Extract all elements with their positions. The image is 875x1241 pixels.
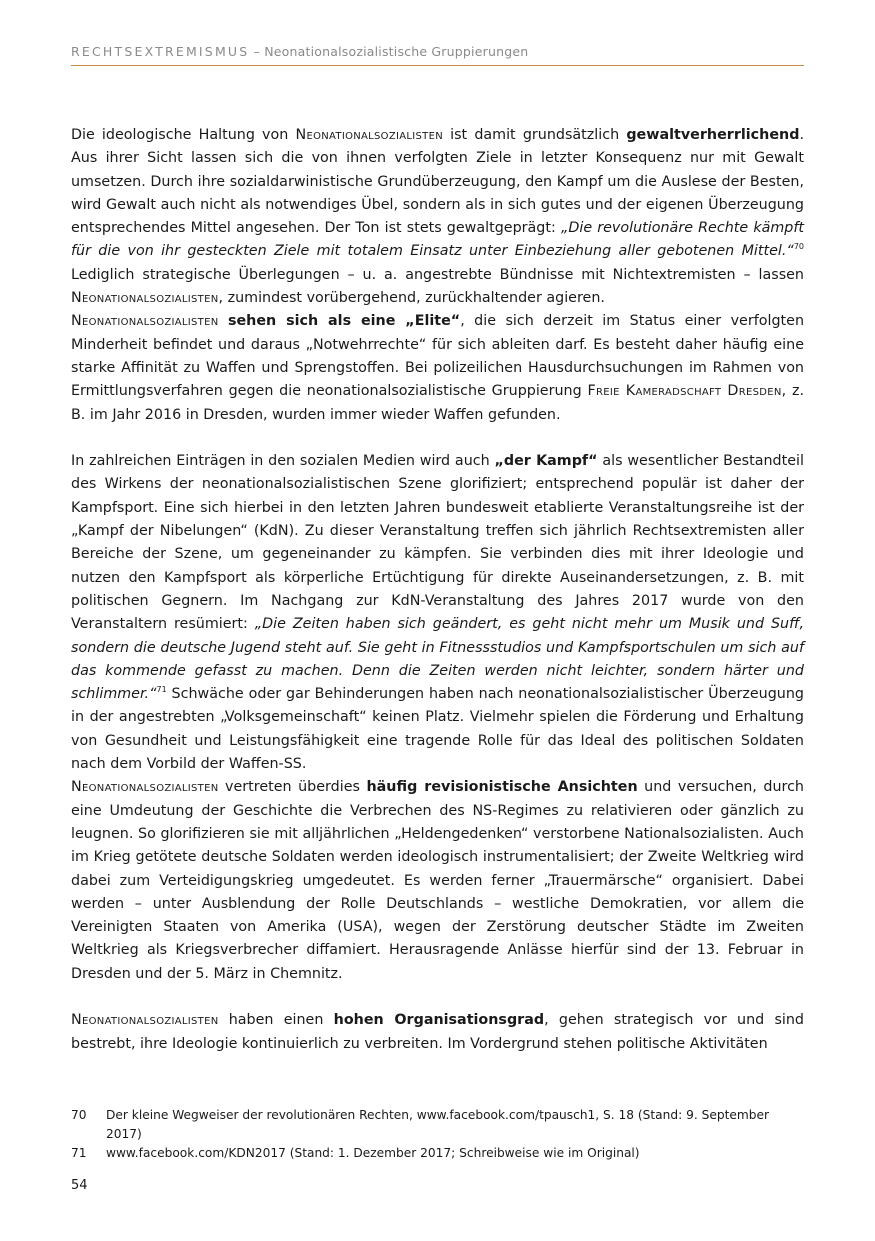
- text-run: In zahlreichen Einträgen in den sozialen Medien wird auch: [71, 453, 495, 470]
- small-caps-term: Neonationalsozialisten: [71, 1012, 219, 1029]
- small-caps-term: Neonationalsozialisten: [71, 290, 219, 307]
- text-run: , die sich derzeit im Status einer verfolgten Minderheit befindet und daraus „Notwehrrechte“ für sich ableiten darf. Es besteht daher häufig eine starke Affinität zu Waffen und Sprengstoffen. Bei polizeilichen Hausdurchsuchungen im Rahmen von Ermittlungsverfahren gegen die neonationalsozialistische Gruppierung: [71, 313, 805, 400]
- text-run: Die ideologische Haltung von: [71, 127, 296, 143]
- bold-term: „der Kampf“: [494, 453, 598, 470]
- small-caps-term: Neonationalsozialisten: [295, 127, 443, 143]
- text-run: vertreten überdies: [218, 779, 367, 796]
- paragraph-5: [71, 1009, 804, 1056]
- footnote-text: www.facebook.com/KDN2017 (Stand: 1. Dezember 2017; Schreibweise wie im Original): [106, 1146, 640, 1160]
- footnotes: [71, 1106, 804, 1163]
- small-caps-term: Freie Kameradschaft Dresden: [587, 383, 782, 400]
- footnote-ref: 71: [156, 685, 167, 695]
- text-run: ist damit grundsätzlich: [442, 127, 627, 143]
- text-run: . Aus ihrer Sicht lassen sich die von ihnen verfolgten Ziele in letzter Konsequenz nur mit Gewalt umsetzen. Durch ihre sozialdarwinistische Grundüberzeugung, den Kampf um die Auslese der Besten, wird Gewalt auch nicht als notwendiges Übel, sondern als in sich gutes und der eigenen Überzeugung entsprechendes Mittel angesehen. Der Ton ist stets gewaltgeprägt:: [71, 127, 804, 237]
- bold-term: häufig revisionistische Ansichten: [366, 779, 638, 796]
- bold-term: gewaltverherrlichend: [626, 127, 800, 143]
- header-subtitle: – Neonationalsozialistische Gruppierungen: [249, 44, 529, 59]
- bold-term: sehen sich als eine „Elite“: [227, 313, 461, 330]
- small-caps-term: Neonationalsozialisten: [71, 313, 219, 330]
- text-run: Schwäche oder gar Behinderungen haben nach neonationalsozialistischer Überzeugung in der angestrebten „Volksgemeinschaft“ keinen Platz. Vielmehr spielen die Förderung und Erhaltung von Gesundheit und Leistungsfähigkeit eine tragende Rolle für das Ideal des politischen Soldaten nach dem Vorbild der Waffen-SS.: [71, 686, 804, 773]
- footnote-ref: 70: [793, 242, 804, 252]
- paragraph-3: [71, 450, 804, 776]
- text-run: , zumindest vorübergehend, zurückhaltender agieren.: [218, 290, 605, 307]
- text-run: als wesentlicher Bestandteil des Wirkens der neonationalsozialistischen Szene glorifiziert; entsprechend populär ist daher der Kampfsport. Eine sich hierbei in den letzten Jahren bundesweit etablierte Veranstaltungsreihe ist der „Kampf der Nibelungen“ (KdN). Zu dieser Veranstaltung treffen sich jährlich Rechtsextremisten aller Bereiche der Szene, um gegeneinander zu kämpfen. Sie verbinden dies mit ihrer Ideologie und nutzen den Kampfsport als körperliche Ertüchtigung für direkte Auseinandersetzungen, z. B. mit politischen Gegnern. Im Nachgang zur KdN-Veranstaltung des Jahres 2017 wurde von den Veranstaltern resümiert:: [71, 453, 804, 633]
- footnote: [71, 1106, 804, 1144]
- running-header: [71, 44, 804, 59]
- header-rule: [71, 65, 804, 66]
- header-section: RECHTSEXTREMISMUS: [71, 44, 250, 59]
- footnote-text: Der kleine Wegweiser der revolutionären Rechten, www.facebook.com/tpausch1, S. 18 (Stand: 9. September 2017): [106, 1108, 769, 1141]
- bold-term: hohen Organisationsgrad: [333, 1012, 545, 1029]
- footnote: [71, 1144, 804, 1163]
- text-run: [219, 313, 228, 329]
- footnote-number: 71: [71, 1146, 87, 1160]
- text-run: Lediglich strategische Überlegungen – u. a. angestrebte Bündnisse mit Nichtextremisten – lassen: [71, 266, 804, 283]
- paragraph-4: [71, 776, 804, 986]
- text-run: , z. B. im Jahr 2016 in Dresden, wurden immer wieder Waffen gefunden.: [71, 383, 804, 423]
- text-run: , gehen strategisch vor und sind bestrebt, ihre Ideologie kontinuierlich zu verbreiten. Im Vordergrund stehen politische Aktivitäten: [71, 1012, 804, 1052]
- quote: „Die Zeiten haben sich geändert, es geht nicht mehr um Musik und Suff, sondern die deutsche Jugend steht auf. Sie geht in Fitnessstudios und Kampfsportschulen um sich auf das kommende gefasst zu machen. Denn die Zeiten werden nicht leichter, sondern härter und schlimmer.“: [71, 616, 804, 703]
- text-run: und versuchen, durch eine Umdeutung der Geschichte die Verbrechen des NS-Regimes zu relativieren oder gänzlich zu leugnen. So glorifizieren sie mit alljährlichen „Heldengedenken“ verstorbene Nationalsozialisten. Auch im Krieg getötete deutsche Soldaten werden ideologisch instrumentalisiert; der Zweite Weltkrieg wird dabei zum Verteidigungskrieg umgedeutet. Es werden ferner „Trauermärsche“ organisiert. Dabei werden – unter Ausblendung der Rolle Deutschlands – westliche Demokratien, vor allem die Vereinigten Staaten von Amerika (USA), wegen der Zerstörung deutscher Städte im Zweiten Weltkrieg als Kriegsverbrecher diffamiert. Herausragende Anlässe hierfür sind der 13. Februar in Dresden und der 5. März in Chemnitz.: [71, 779, 804, 982]
- small-caps-term: Neonationalsozialisten: [71, 779, 219, 796]
- body-text: [71, 124, 804, 1056]
- quote: „Die revolutionäre Rechte kämpft für die von ihr gesteckten Ziele mit totalem Einsatz unter Einbeziehung aller gebotenen Mittel.“: [71, 220, 804, 260]
- text-run: haben einen: [218, 1012, 334, 1029]
- page-number: 54: [71, 1178, 88, 1193]
- paragraph-1: [71, 124, 804, 310]
- footnote-number: 70: [71, 1108, 87, 1122]
- paragraph-2: [71, 310, 804, 426]
